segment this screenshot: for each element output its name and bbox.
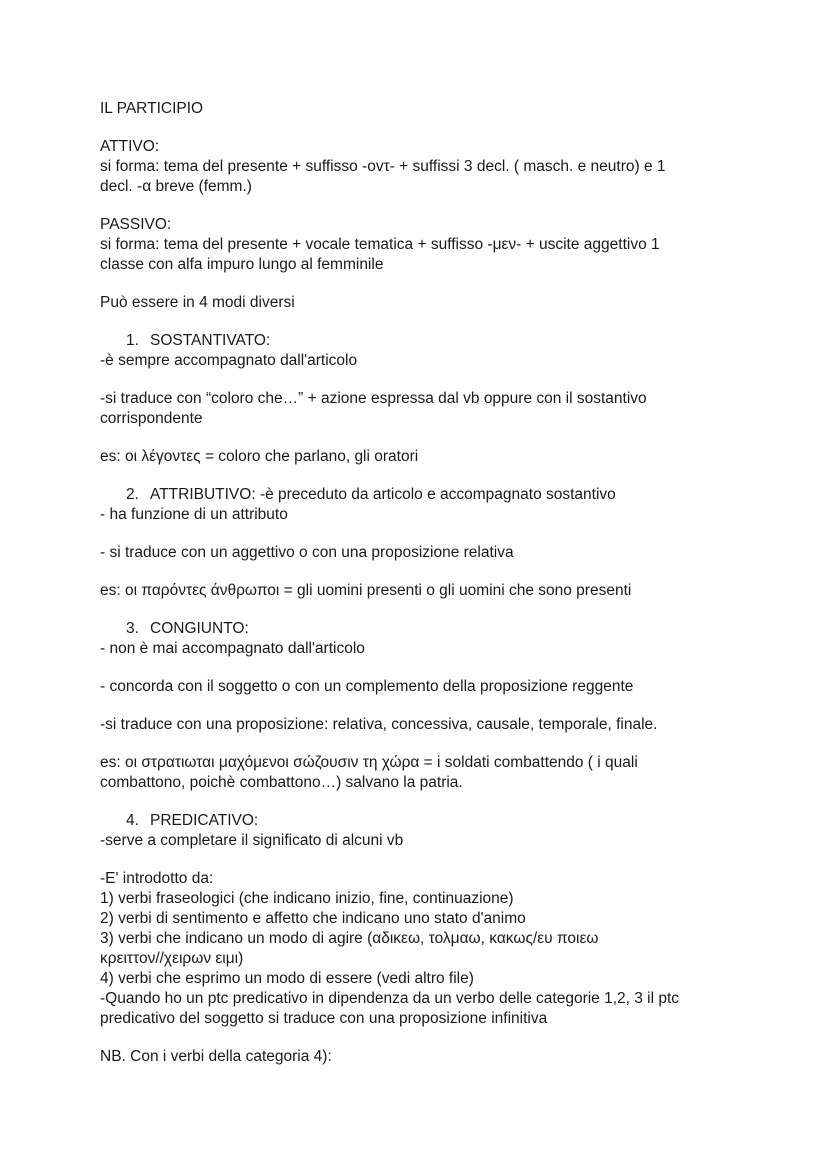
section-heading — [126, 619, 740, 639]
body-line: -è sempre accompagnato dall'articolo — [100, 352, 358, 369]
section-number: 3. — [126, 620, 139, 637]
body-line: -E' introdotto da: — [100, 870, 214, 887]
list-item: 3) verbi che indicano un modo di agire (αδικεω, τολμαω, κακως/ευ ποιεω — [100, 930, 599, 947]
body-line: -serve a completare il significato di alcuni vb — [100, 832, 404, 849]
body-line: corrispondente — [100, 410, 203, 427]
body-line: -Quando ho un ptc predicativo in dipendenza da un verbo delle categorie 1,2, 3 il ptc — [100, 990, 680, 1007]
section-number: 4. — [126, 812, 139, 829]
section-attributivo — [100, 485, 740, 601]
list-item: 1) verbi fraseologici (che indicano inizio, fine, continuazione) — [100, 890, 514, 907]
body-line: - si traduce con un aggettivo o con una proposizione relativa — [100, 544, 514, 561]
section-heading — [126, 811, 740, 831]
section-heading — [126, 485, 740, 505]
list-item: κρειττον//χειρων ειμι) — [100, 950, 244, 967]
example-line: es: οι λέγοντες = coloro che parlano, gli oratori — [100, 448, 419, 465]
document-title: IL PARTICIPIO — [100, 100, 204, 117]
body-line: -si traduce con “coloro che…” + azione espressa dal vb oppure con il sostantivo — [100, 390, 647, 407]
list-item: 2) verbi di sentimento e affetto che indicano uno stato d'animo — [100, 910, 526, 927]
section-heading-label: PREDICATIVO: — [150, 812, 259, 829]
section-heading-label: ATTRIBUTIVO: -è preceduto da articolo e accompagnato sostantivo — [150, 486, 616, 503]
list-item: 4) verbi che esprimo un modo di essere (vedi altro file) — [100, 970, 474, 987]
example-line: combattono, poichè combattono…) salvano la patria. — [100, 774, 463, 791]
section-heading — [126, 331, 740, 351]
intro-text: Può essere in 4 modi diversi — [100, 294, 295, 311]
body-line: predicativo del soggetto si traduce con una proposizione infinitiva — [100, 1010, 548, 1027]
body-line: - ha funzione di un attributo — [100, 506, 288, 523]
passivo-label: PASSIVO: — [100, 216, 172, 233]
section-passivo — [100, 215, 740, 275]
section-sostantivato — [100, 331, 740, 467]
body-line: - non è mai accompagnato dall'articolo — [100, 640, 365, 657]
section-heading-label: SOSTANTIVATO: — [150, 332, 271, 349]
section-attivo — [100, 137, 740, 197]
document-page — [100, 99, 740, 1067]
attivo-line: si forma: tema del presente + suffisso -οvτ- + suffissi 3 decl. ( masch. e neutro) e 1 — [100, 158, 666, 175]
section-predicativo — [100, 811, 740, 1067]
section-congiunto — [100, 619, 740, 793]
note-line: NB. Con i verbi della categoria 4): — [100, 1048, 332, 1065]
section-number: 2. — [126, 486, 139, 503]
body-line: - concorda con il soggetto o con un complemento della proposizione reggente — [100, 678, 634, 695]
passivo-line: classe con alfa impuro lungo al femminile — [100, 256, 384, 273]
example-line: es: οι παρόντες άνθρωποι = gli uomini presenti o gli uomini che sono presenti — [100, 582, 632, 599]
section-heading-label: CONGIUNTO: — [150, 620, 249, 637]
section-number: 1. — [126, 332, 139, 349]
attivo-label: ATTIVO: — [100, 138, 160, 155]
passivo-line: si forma: tema del presente + vocale tematica + suffisso -μεν- + uscite aggettivo 1 — [100, 236, 660, 253]
example-line: es: οι στρατιωται μαχόμενοι σώζουσιν τη χώρα = i soldati combattendo ( i quali — [100, 754, 638, 771]
body-line: -si traduce con una proposizione: relativa, concessiva, causale, temporale, finale. — [100, 716, 658, 733]
attivo-line: decl. -α breve (femm.) — [100, 178, 252, 195]
